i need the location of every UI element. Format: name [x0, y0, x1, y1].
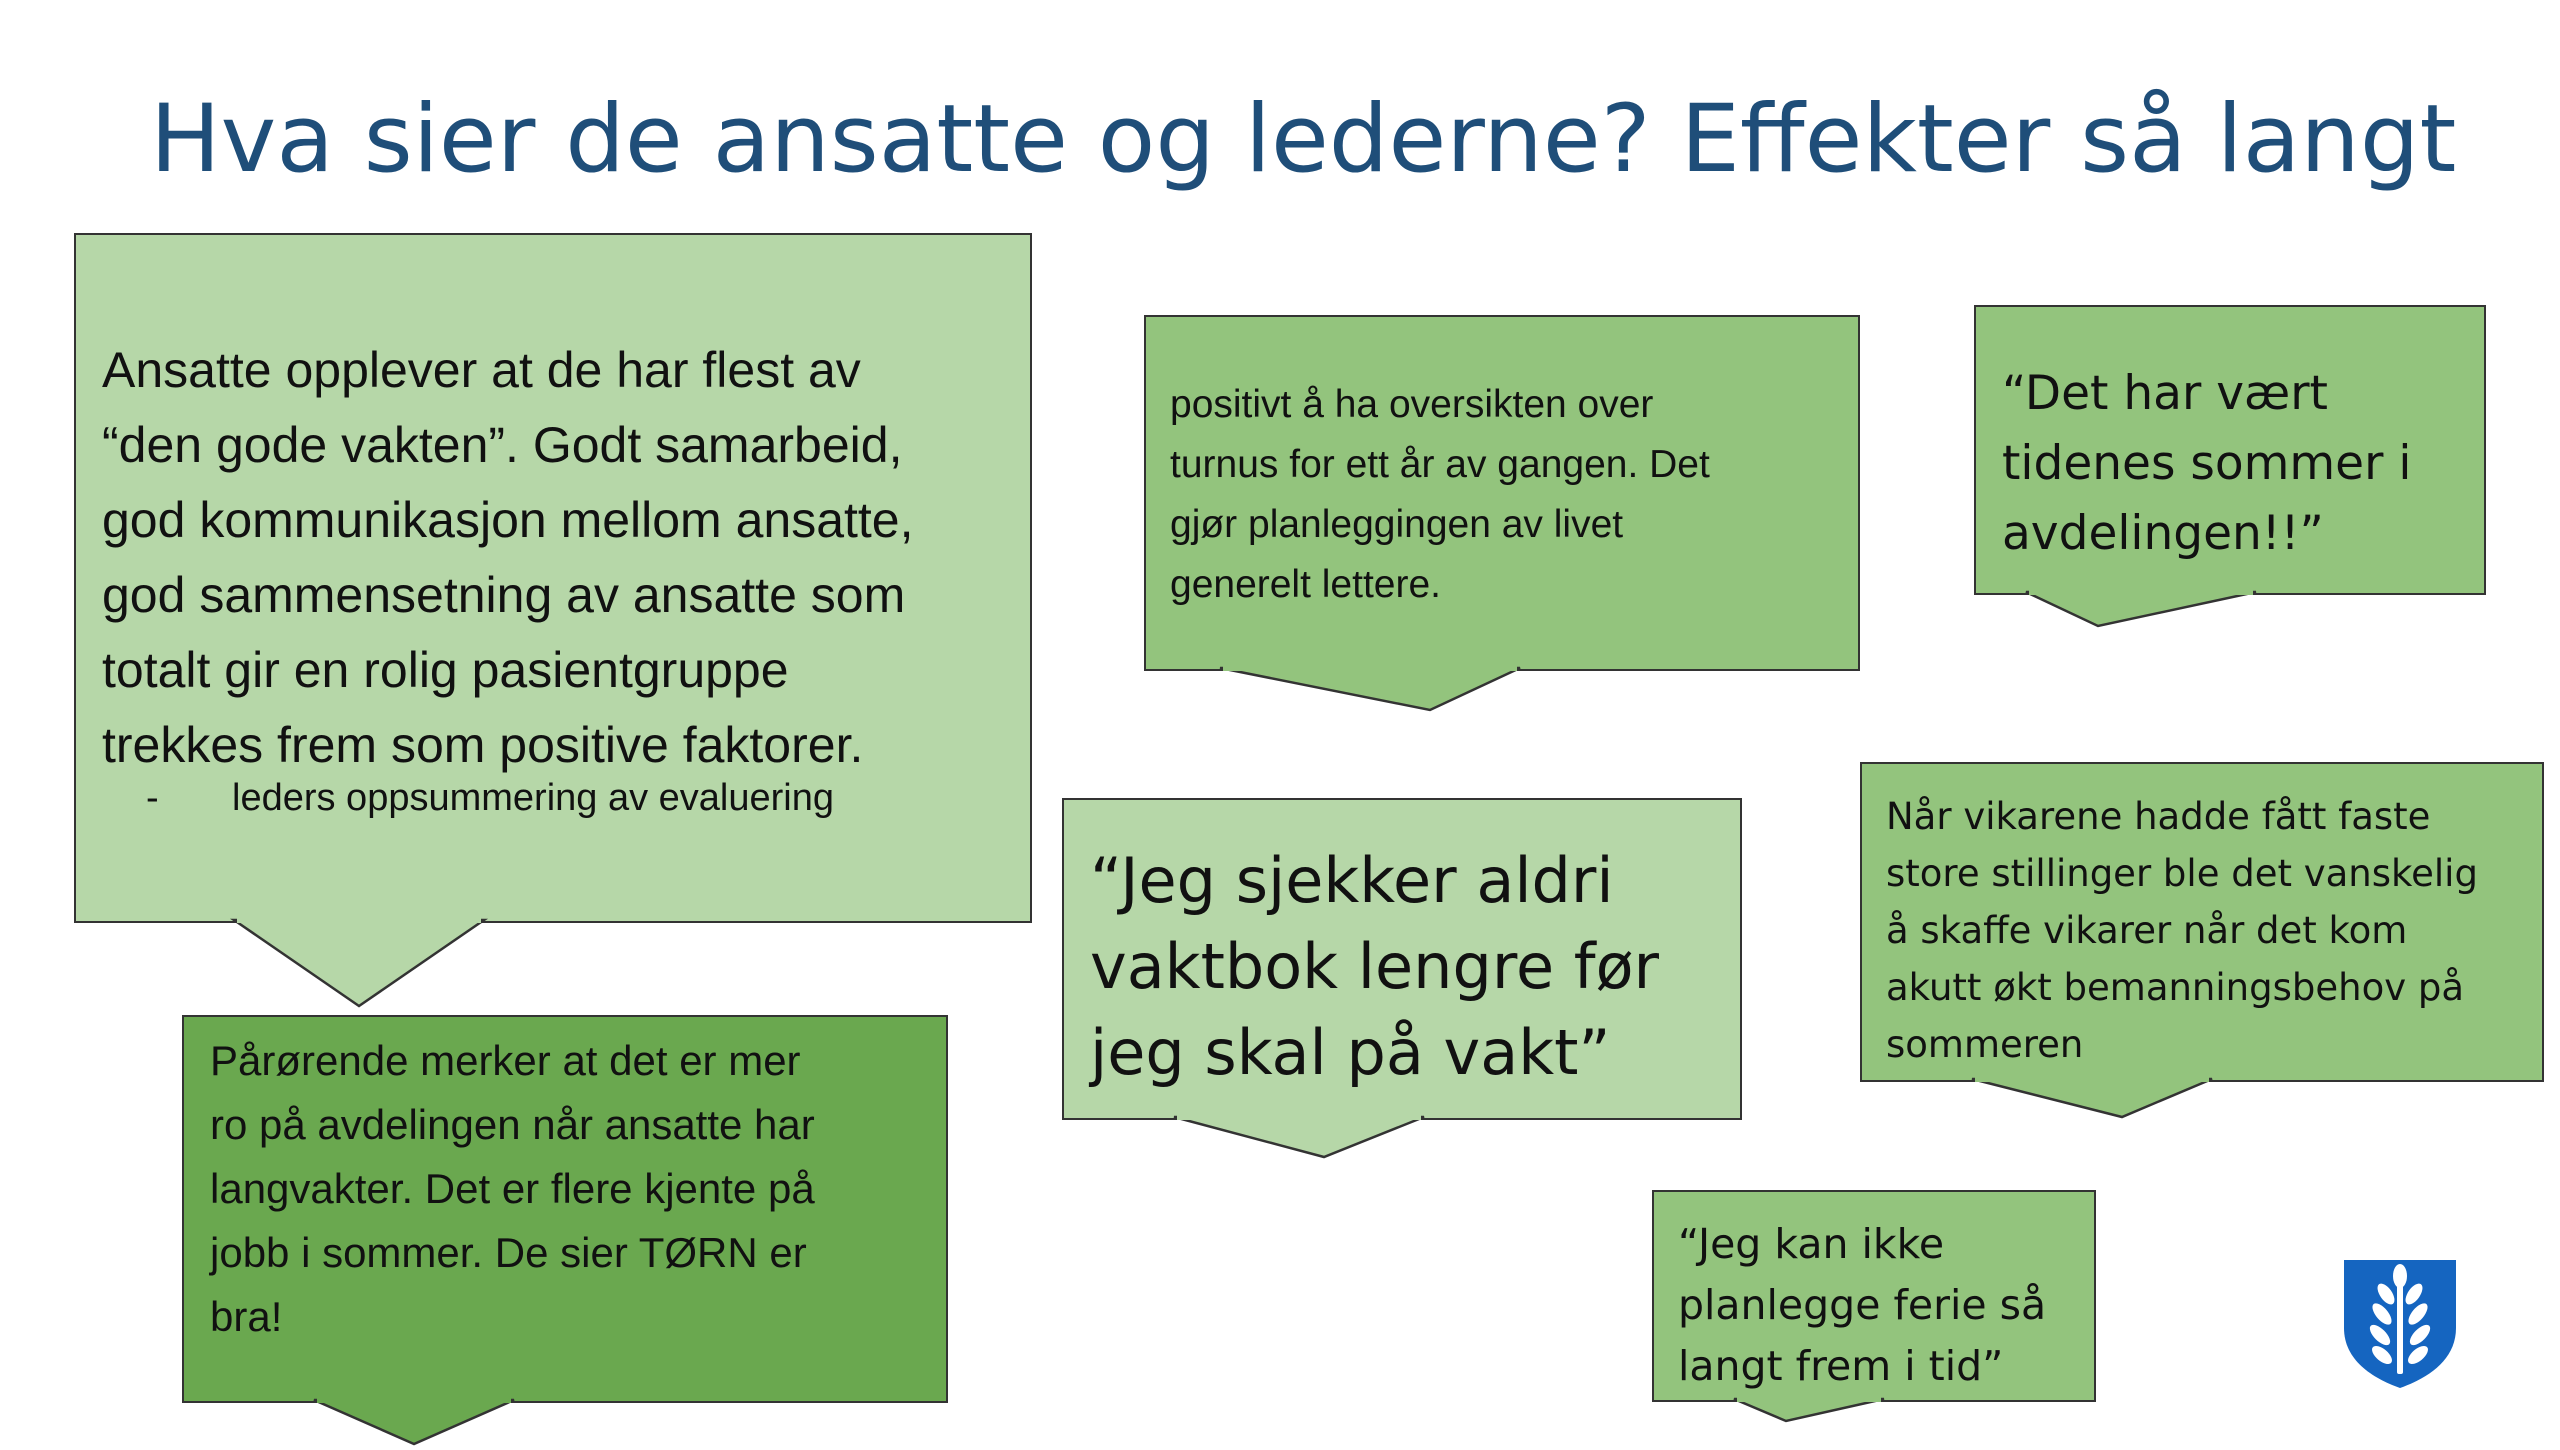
coat-of-arms-icon — [2342, 1258, 2458, 1390]
callout-vacation — [1652, 1190, 2096, 1402]
text-line: akutt økt bemanningsbehov på — [1886, 966, 2465, 1009]
callout-shift-book — [1062, 798, 1742, 1120]
text-line: god sammensetning av ansatte som — [102, 567, 906, 623]
text-line: vaktbok lengre før — [1090, 930, 1660, 1003]
callout-best-summer — [1974, 305, 2486, 595]
text-line: generelt lettere. — [1170, 563, 1442, 606]
callout-tail — [1174, 1117, 1424, 1167]
text-line: gjør planleggingen av livet — [1170, 503, 1624, 546]
callout-substitutes — [1860, 762, 2544, 1082]
callout-overview — [1144, 315, 1860, 671]
text-line: Når vikarene hadde fått faste — [1886, 795, 2431, 838]
callout-tail — [1734, 1399, 1884, 1429]
text-line: “den gode vakten”. Godt samarbeid, — [102, 417, 903, 473]
best-summer-text — [2002, 359, 2411, 569]
callout-tail — [1972, 1079, 2212, 1129]
text-line: planlegge ferie så — [1678, 1281, 2047, 1329]
attribution-text: leders oppsummering av evaluering — [232, 777, 834, 819]
text-line: jobb i sommer. De sier TØRN er — [210, 1229, 807, 1276]
text-line: ro på avdelingen når ansatte har — [210, 1101, 815, 1148]
text-line: “Jeg sjekker aldri — [1090, 844, 1614, 917]
shift-book-text — [1090, 838, 1659, 1096]
text-line: Pårørende merker at det er mer — [210, 1037, 801, 1084]
text-line: bra! — [210, 1293, 283, 1340]
attribution-dash: - — [146, 777, 159, 819]
text-line: god kommunikasjon mellom ansatte, — [102, 492, 914, 548]
text-line: langvakter. Det er flere kjente på — [210, 1165, 815, 1212]
text-line: jeg skal på vakt” — [1090, 1016, 1611, 1089]
text-line: positivt å ha oversikten over — [1170, 383, 1654, 426]
text-line: trekkes frem som positive faktorer. — [102, 717, 864, 773]
slide-title: Hva sier de ansatte og lederne? Effekter så langt — [150, 85, 2457, 194]
relatives-text — [210, 1029, 815, 1349]
text-line: “Jeg kan ikke — [1678, 1220, 1945, 1268]
callout-tail — [234, 920, 484, 1020]
text-line: totalt gir en rolig pasientgruppe — [102, 642, 789, 698]
text-line: “Det har vært — [2002, 366, 2328, 421]
callout-tail — [314, 1400, 514, 1450]
text-line: turnus for ett år av gangen. Det — [1170, 443, 1710, 486]
text-line: langt frem i tid” — [1678, 1342, 2004, 1390]
leader-summary-text — [102, 333, 914, 783]
text-line: avdelingen!!” — [2002, 506, 2324, 561]
substitutes-text — [1886, 788, 2478, 1073]
text-line: sommeren — [1886, 1023, 2084, 1066]
callout-leader-summary — [74, 233, 1032, 923]
overview-text — [1170, 375, 1710, 615]
callout-tail — [2026, 592, 2256, 642]
text-line: store stillinger ble det vanskelig — [1886, 852, 2478, 895]
vacation-text — [1678, 1214, 2046, 1397]
text-line: tidenes sommer i — [2002, 436, 2412, 491]
text-line: å skaffe vikarer når det kom — [1886, 909, 2408, 952]
callout-relatives — [182, 1015, 948, 1403]
callout-tail — [1220, 668, 1520, 728]
text-line: Ansatte opplever at de har flest av — [102, 342, 861, 398]
